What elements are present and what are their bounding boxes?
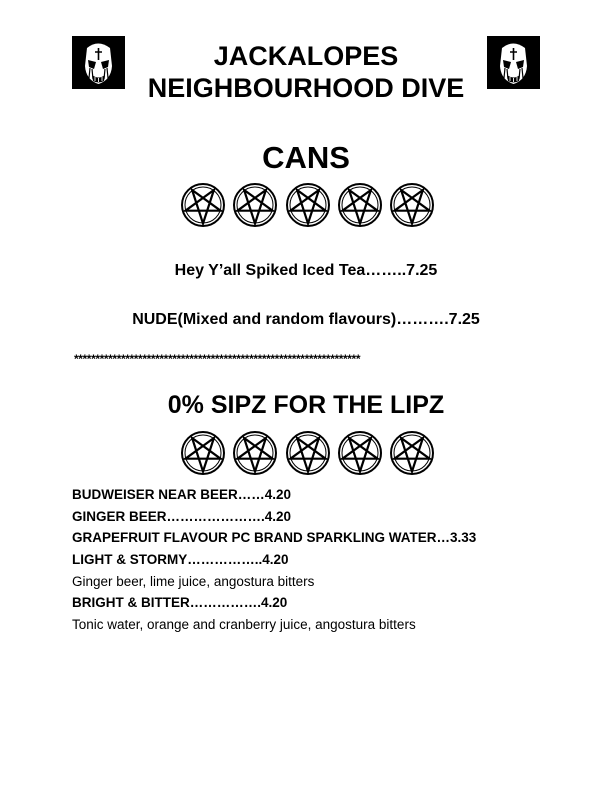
pentagram-icon [180, 182, 226, 228]
sipz-menu-item: GRAPEFRUIT FLAVOUR PC BRAND SPARKLING WATER…3.33 [72, 530, 477, 546]
sipz-menu-list [72, 484, 572, 636]
title-line-1: JACKALOPES [213, 41, 399, 71]
sipz-menu-item: GINGER BEER………………….4.20 [72, 508, 292, 524]
cans-menu-item: Hey Y’all Spiked Iced Tea……..7.25 [174, 262, 438, 279]
pentagram-icon [180, 430, 226, 476]
bar-name-title [0, 40, 612, 104]
pentagram-icon [285, 430, 331, 476]
sipz-menu-item: BRIGHT & BITTER…………….4.20 [72, 595, 288, 611]
sipz-item-description: Ginger beer, lime juice, angostura bitters [72, 573, 315, 589]
pentagram-icon [232, 182, 278, 228]
pentagram-icon [337, 182, 383, 228]
sipz-section-title: 0% SIPZ FOR THE LIPZ [167, 391, 445, 419]
pentagram-icon [389, 430, 435, 476]
asterisk-divider: ******************************************************************* [74, 352, 361, 366]
sipz-menu-item: BUDWEISER NEAR BEER……4.20 [72, 487, 292, 502]
pentagram-icon [285, 182, 331, 228]
cans-menu-item: NUDE(Mixed and random flavours)……….7.25 [132, 311, 480, 328]
sipz-item-description: Tonic water, orange and cranberry juice, angostura bitters [72, 617, 416, 633]
sipz-pentagram-row [180, 430, 435, 476]
pentagram-icon [337, 430, 383, 476]
cans-pentagram-row [180, 182, 435, 228]
cans-section-title: CANS [262, 140, 350, 175]
pentagram-icon [389, 182, 435, 228]
title-line-2: NEIGHBOURHOOD DIVE [147, 73, 465, 103]
sipz-menu-item: LIGHT & STORMY……………..4.20 [72, 552, 289, 568]
pentagram-icon [232, 430, 278, 476]
